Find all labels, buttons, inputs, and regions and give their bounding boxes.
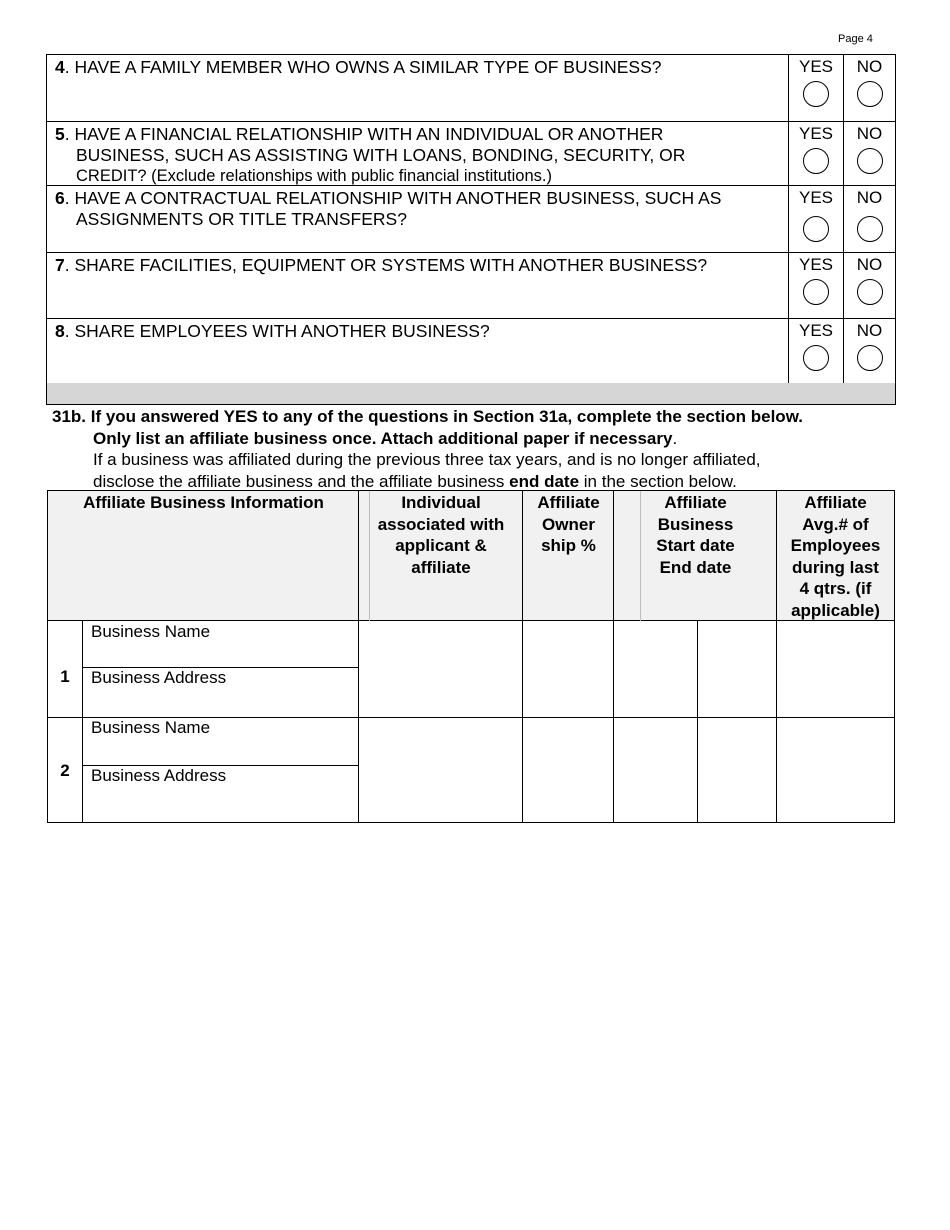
business-address-field[interactable]: Business Address xyxy=(91,668,227,687)
question-text xyxy=(55,321,785,342)
header-label: 4 qtrs. (if xyxy=(799,579,872,598)
section-31b-line: in the section below. xyxy=(579,471,737,491)
question-row-6 xyxy=(47,186,895,253)
yes-radio[interactable] xyxy=(803,148,829,174)
question-line: BUSINESS, SUCH AS ASSISTING WITH LOANS, BONDING, SECURITY, OR xyxy=(76,145,686,165)
section-divider xyxy=(46,383,896,405)
header-label: affiliate xyxy=(411,557,471,577)
yes-option xyxy=(788,253,843,318)
column-divider xyxy=(776,621,777,822)
header-label: Affiliate xyxy=(537,493,600,512)
header-dates xyxy=(614,491,777,620)
affiliate-table-header xyxy=(48,491,894,621)
no-option xyxy=(843,253,895,318)
page-number: Page 4 xyxy=(838,33,873,45)
question-number: 7 xyxy=(55,255,65,275)
question-number: 5 xyxy=(55,124,65,144)
yes-label: YES xyxy=(798,124,834,143)
header-individual xyxy=(359,491,523,620)
header-employees xyxy=(777,491,894,620)
question-line: CREDIT? (Exclude relationships with public financial institutions.) xyxy=(76,167,552,185)
header-label: Affiliate xyxy=(804,493,867,512)
question-row-7 xyxy=(47,253,895,319)
column-divider xyxy=(82,621,83,822)
section-31b-heading: 31b. If you answered YES to any of the questions in Section 31a, complete the section below. xyxy=(52,407,804,426)
yes-radio[interactable] xyxy=(803,345,829,371)
question-line: . HAVE A CONTRACTUAL RELATIONSHIP WITH ANOTHER BUSINESS, SUCH AS xyxy=(64,188,722,208)
business-address-field[interactable]: Business Address xyxy=(91,766,227,785)
section-31b-bold-note: Only list an affiliate business once. Attach additional paper if necessary xyxy=(93,428,673,448)
header-label: Start date xyxy=(656,536,735,555)
question-text xyxy=(55,57,785,78)
question-text xyxy=(55,255,785,276)
no-radio[interactable] xyxy=(857,345,883,371)
no-label: NO xyxy=(856,255,883,274)
no-option xyxy=(843,319,895,383)
no-label: NO xyxy=(856,124,883,143)
section-31b-bold-term: end date xyxy=(509,471,580,491)
question-number: 4 xyxy=(55,57,65,77)
no-radio[interactable] xyxy=(857,81,883,107)
yes-label: YES xyxy=(798,321,834,340)
section-31b-instructions xyxy=(52,406,902,492)
yes-radio[interactable] xyxy=(803,216,829,242)
column-divider xyxy=(640,491,641,621)
yes-label: YES xyxy=(798,255,834,274)
header-label: Affiliate xyxy=(664,493,727,512)
question-text xyxy=(55,188,785,230)
column-divider xyxy=(776,491,777,621)
question-row-4 xyxy=(47,55,895,122)
yes-label: YES xyxy=(798,57,834,76)
yes-radio[interactable] xyxy=(803,81,829,107)
question-number: 6 xyxy=(55,188,65,208)
no-option xyxy=(843,186,895,252)
header-label: Avg.# of xyxy=(802,514,869,534)
yes-label: YES xyxy=(798,188,834,207)
column-divider xyxy=(522,491,523,621)
header-label: Individual xyxy=(401,493,481,512)
header-label: applicable) xyxy=(791,600,880,620)
column-divider xyxy=(697,621,698,822)
question-line: . SHARE EMPLOYEES WITH ANOTHER BUSINESS? xyxy=(64,321,490,341)
question-line: . SHARE FACILITIES, EQUIPMENT OR SYSTEMS WITH ANOTHER BUSINESS? xyxy=(64,255,708,275)
header-label: associated with xyxy=(377,514,505,534)
yes-option xyxy=(788,55,843,121)
question-number: 8 xyxy=(55,321,65,341)
no-radio[interactable] xyxy=(857,216,883,242)
header-label: Affiliate Business Information xyxy=(83,493,324,512)
column-divider xyxy=(358,491,359,621)
column-divider xyxy=(613,621,614,822)
yes-option xyxy=(788,186,843,252)
header-label: Employees xyxy=(790,536,881,555)
header-label: ship % xyxy=(541,536,596,555)
no-radio[interactable] xyxy=(857,148,883,174)
no-option xyxy=(843,122,895,185)
question-line: . HAVE A FINANCIAL RELATIONSHIP WITH AN INDIVIDUAL OR ANOTHER xyxy=(64,124,664,144)
question-line: ASSIGNMENTS OR TITLE TRANSFERS? xyxy=(76,209,407,229)
header-affiliate-info xyxy=(48,491,359,620)
yes-radio[interactable] xyxy=(803,279,829,305)
section-31b-line: If a business was affiliated during the previous three tax years, and is no longer affiliated, xyxy=(93,450,761,469)
affiliation-questions-table xyxy=(46,54,896,384)
no-label: NO xyxy=(856,188,883,207)
header-label: Owner xyxy=(542,514,595,534)
no-radio[interactable] xyxy=(857,279,883,305)
section-31b-punct: . xyxy=(672,428,678,448)
yes-option xyxy=(788,122,843,185)
header-label: applicant & xyxy=(395,536,487,555)
header-label: End date xyxy=(659,557,732,577)
yes-option xyxy=(788,319,843,383)
affiliate-business-table xyxy=(47,490,895,823)
question-text xyxy=(55,124,785,187)
no-label: NO xyxy=(856,321,883,340)
column-divider xyxy=(522,621,523,822)
no-label: NO xyxy=(856,57,883,76)
question-row-5 xyxy=(47,122,895,186)
column-divider xyxy=(358,621,359,822)
column-divider xyxy=(369,491,370,621)
business-name-field[interactable]: Business Name xyxy=(91,718,211,737)
question-row-8 xyxy=(47,319,895,383)
business-name-field[interactable]: Business Name xyxy=(91,622,211,641)
column-divider xyxy=(613,491,614,621)
question-line: . HAVE A FAMILY MEMBER WHO OWNS A SIMILAR TYPE OF BUSINESS? xyxy=(64,57,662,77)
section-31b-line: disclose the affiliate business and the affiliate business xyxy=(93,471,510,491)
row-number: 2 xyxy=(60,761,70,780)
header-label: during last xyxy=(792,557,879,577)
no-option xyxy=(843,55,895,121)
row-number: 1 xyxy=(60,667,70,686)
header-label: Business xyxy=(657,514,734,534)
header-ownership xyxy=(523,491,614,620)
